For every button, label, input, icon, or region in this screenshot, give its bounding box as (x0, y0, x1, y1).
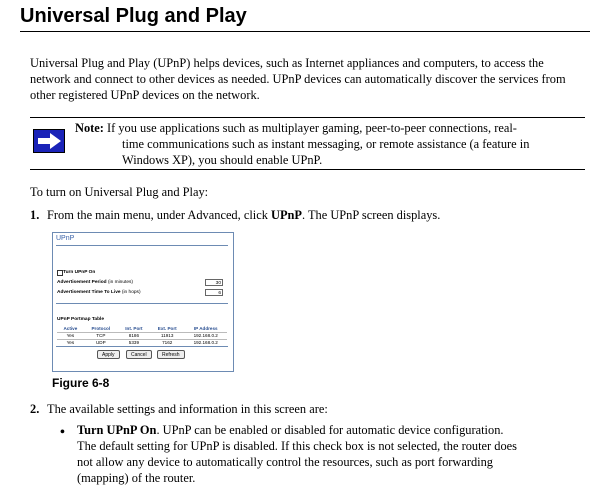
step-1-post: . The UPnP screen displays. (302, 208, 441, 222)
adv-ttl-input[interactable]: 6 (205, 289, 223, 296)
bullet-line-4: (mapping) of the router. (77, 471, 196, 485)
note-box (30, 117, 585, 170)
note-line-2: time communications such as instant messaging, or remote assistance (a feature in (122, 137, 530, 151)
screen-title-rule (56, 245, 228, 246)
cell: 11913 (150, 333, 184, 340)
cancel-button[interactable]: Cancel (126, 350, 152, 359)
adv-period-label-text: Advertisement Period (57, 280, 107, 285)
cell: 5339 (118, 340, 150, 347)
cell: 7162 (150, 340, 184, 347)
arrow-right-icon (33, 129, 65, 153)
page-heading: Universal Plug and Play (20, 5, 247, 27)
screen-divider-2 (56, 346, 228, 347)
note-label: Note: (75, 121, 104, 135)
cell: TCP (84, 333, 118, 340)
bullet-line-2: The default setting for UPnP is disabled. If this check box is not selected, the router does (77, 439, 517, 453)
intro-paragraph: Universal Plug and Play (UPnP) helps devices, such as Internet appliances and computers, to access the network and connect to other devices as needed. UPnP devices can automatically discover the services from other registered UPnP devices on the network. (30, 56, 566, 102)
step-1-number: 1. (30, 208, 40, 222)
col-active: Active (63, 326, 78, 331)
cell: 192.168.0.2 (184, 340, 227, 347)
note-line-3: Windows XP), you should enable UPnP. (122, 153, 323, 167)
adv-ttl-label (57, 290, 141, 295)
col-ext-port: Ext. Port (157, 326, 177, 331)
bullet-turn-upnp-on (77, 422, 587, 486)
turn-on-intro: To turn on Universal Plug and Play: (30, 185, 209, 199)
step-2-text: The available settings and information in this screen are: (47, 402, 328, 416)
adv-period-label (57, 280, 133, 285)
bullet-bold: Turn UPnP On (77, 423, 157, 437)
step-1-bold: UPnP (271, 208, 302, 222)
cell: Yes (57, 333, 84, 340)
heading-rule (20, 31, 590, 32)
refresh-button[interactable]: Refresh (157, 350, 185, 359)
screen-divider-1 (56, 303, 228, 304)
cell: UDP (84, 340, 118, 347)
bullet-marker: • (60, 425, 65, 440)
col-protocol: Protocol (91, 326, 111, 331)
adv-ttl-unit: (in hops) (121, 290, 141, 295)
bullet-line-3: not allow any device to automatically control the resources, such as port forwarding (77, 455, 493, 469)
turn-upnp-on-label: Turn UPnP On (63, 270, 96, 275)
adv-ttl-label-text: Advertisement Time To Live (57, 290, 121, 295)
step-2-number: 2. (30, 402, 40, 416)
adv-period-unit: (in minutes) (107, 280, 133, 285)
upnp-screenshot (52, 232, 234, 372)
cell: Yes (57, 340, 84, 347)
col-ip-address: IP Address (193, 326, 218, 331)
screen-title: UPnP (56, 235, 75, 242)
apply-button[interactable]: Apply (97, 350, 120, 359)
portmap-table (57, 326, 227, 346)
table-row (57, 333, 227, 340)
cell: 8186 (118, 333, 150, 340)
cell: 192.168.0.2 (184, 333, 227, 340)
note-line-1: If you use applications such as multiplayer gaming, peer-to-peer connections, real- (107, 121, 517, 135)
portmap-table-title: UPnP Portmap Table (57, 317, 105, 322)
bullet-line-1: . UPnP can be enabled or disabled for automatic device configuration. (156, 423, 504, 437)
note-text (75, 120, 583, 168)
figure-caption: Figure 6-8 (52, 376, 110, 390)
adv-period-input[interactable]: 30 (205, 279, 223, 286)
col-int-port: Int. Port (125, 326, 143, 331)
step-1-pre: From the main menu, under Advanced, click (47, 208, 272, 222)
step-1-text (47, 207, 587, 223)
